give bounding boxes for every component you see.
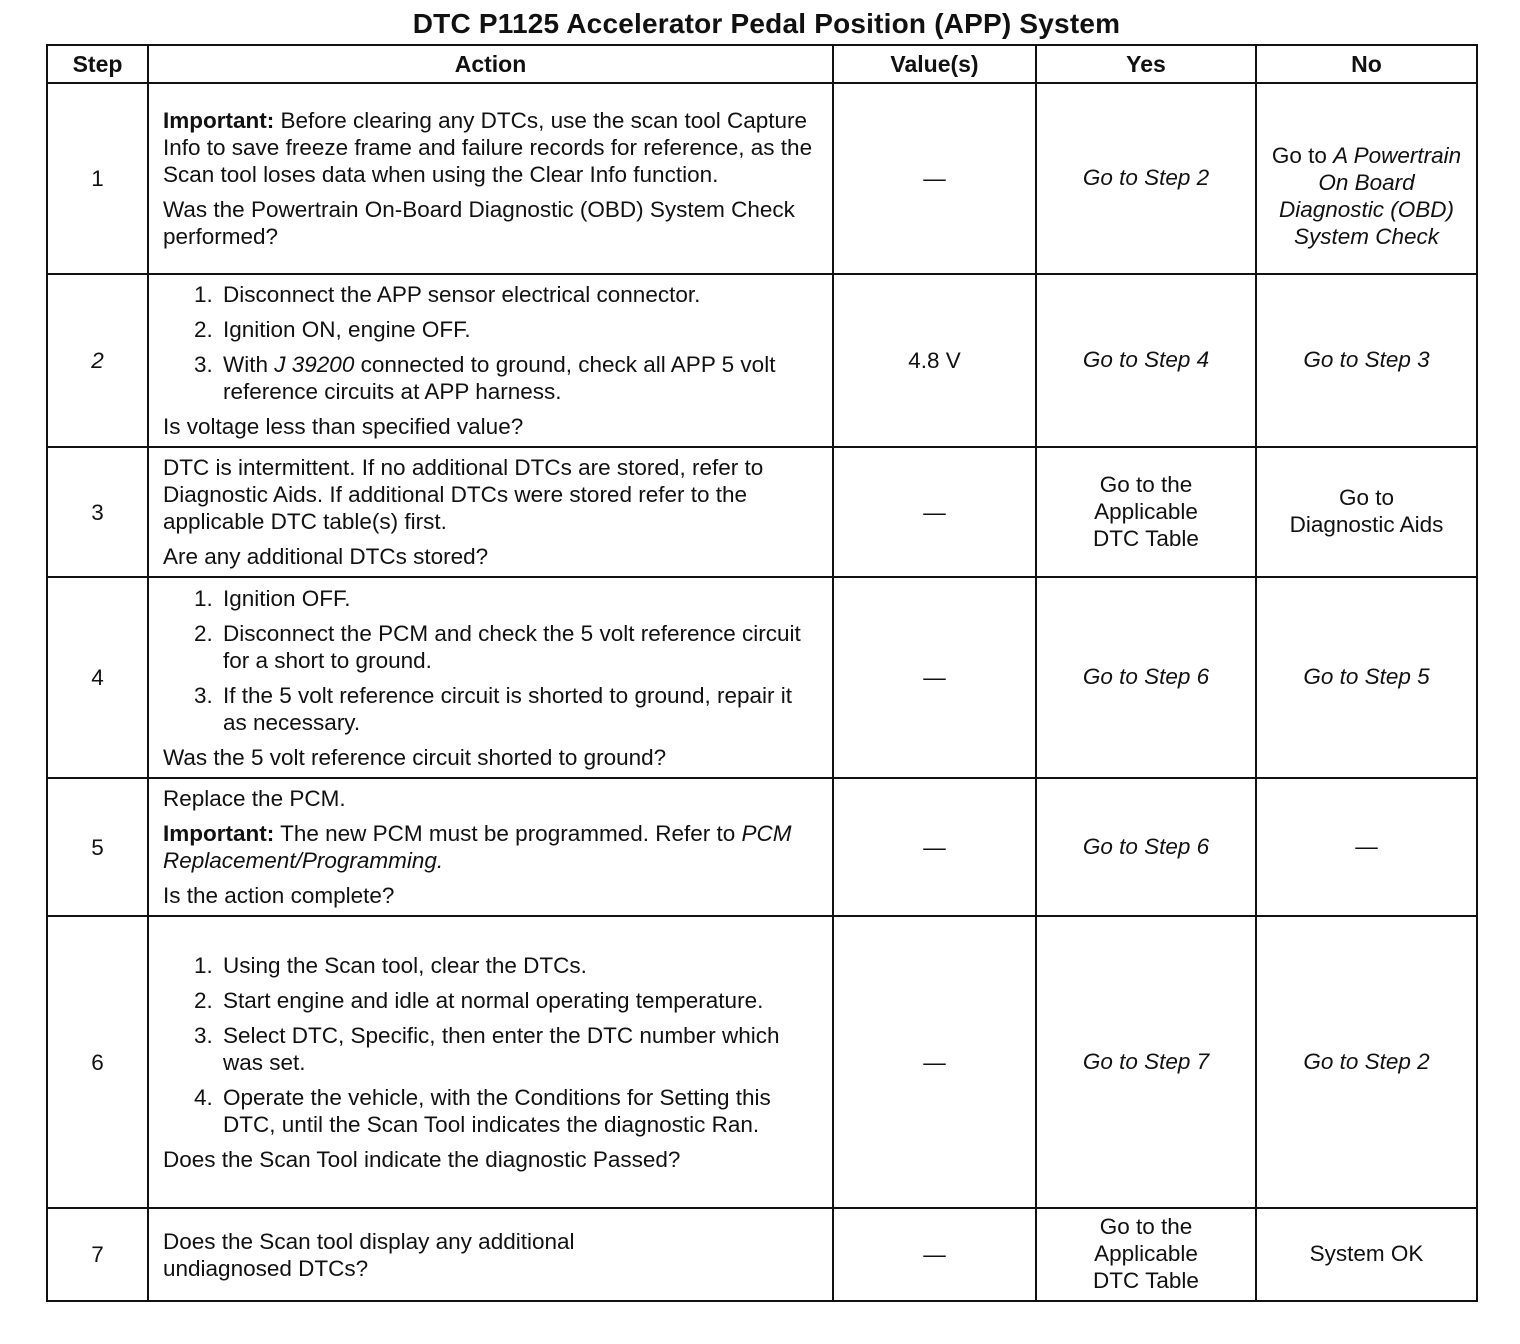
important-text: Before clearing any DTCs, use the scan tool Capture Info to save freeze frame and failure records for reference, as the Scan tool loses data when using the Clear Info function. <box>163 108 813 187</box>
no-italic: A Powertrain On Board Diagnostic (OBD) System Check <box>1278 142 1462 249</box>
value-cell: — <box>833 1208 1036 1301</box>
step-number: 5 <box>47 778 148 916</box>
important-text: The new PCM must be programmed. Refer to <box>274 821 742 846</box>
header-values: Value(s) <box>833 45 1036 83</box>
header-step: Step <box>47 45 148 83</box>
table-row <box>47 577 1477 778</box>
action-steps <box>163 952 822 1138</box>
dtc-table <box>46 44 1478 1302</box>
action-question: Does the Scan tool display any additional undiagnosed DTCs? <box>163 1228 575 1281</box>
no-link[interactable]: Go to Step 2 <box>1256 916 1477 1208</box>
yes-link[interactable]: Go to Step 6 <box>1036 577 1256 778</box>
action-question: Does the Scan Tool indicate the diagnostic Passed? <box>163 1146 681 1172</box>
table-row <box>47 274 1477 447</box>
procedure-reference: PCM Replacement/Programming. <box>163 821 792 873</box>
action-cell <box>148 778 833 916</box>
value-cell: — <box>833 447 1036 577</box>
yes-link[interactable]: Go to the Applicable DTC Table <box>1036 447 1256 577</box>
important-label: Important: <box>163 108 275 133</box>
table-header-row <box>47 45 1477 83</box>
list-item: 1. Using the Scan tool, clear the DTCs. <box>219 952 822 979</box>
item-text: With <box>223 352 275 377</box>
action-question: Was the 5 volt reference circuit shorted to ground? <box>163 744 667 770</box>
table-row <box>47 1208 1477 1301</box>
action-steps <box>163 281 822 405</box>
action-cell <box>148 447 833 577</box>
action-question: Was the Powertrain On-Board Diagnostic (OBD) System Check performed? <box>163 197 795 249</box>
no-result: System OK <box>1256 1208 1477 1301</box>
no-link[interactable]: Go to Step 5 <box>1256 577 1477 778</box>
yes-link[interactable]: Go to Step 6 <box>1036 778 1256 916</box>
header-yes: Yes <box>1036 45 1256 83</box>
header-action: Action <box>148 45 833 83</box>
no-link[interactable]: Go to Diagnostic Aids <box>1256 447 1477 577</box>
no-link[interactable] <box>1256 83 1477 274</box>
yes-link[interactable]: Go to Step 4 <box>1036 274 1256 447</box>
action-question: Is voltage less than specified value? <box>163 414 524 439</box>
no-prefix: Go to <box>1271 142 1334 168</box>
value-cell: 4.8 V <box>833 274 1036 447</box>
value-cell: — <box>833 916 1036 1208</box>
header-no: No <box>1256 45 1477 83</box>
action-cell <box>148 1208 833 1301</box>
list-item: 1. Ignition OFF. <box>219 585 822 612</box>
list-item: 2. Start engine and idle at normal operating temperature. <box>219 987 822 1014</box>
action-text: Replace the PCM. <box>163 786 346 811</box>
table-row <box>47 916 1477 1208</box>
step-number: 6 <box>47 916 148 1208</box>
step-number: 4 <box>47 577 148 778</box>
action-steps <box>163 585 822 736</box>
value-cell: — <box>833 778 1036 916</box>
no-cell: — <box>1256 778 1477 916</box>
step-number: 1 <box>47 83 148 274</box>
list-item: 2. Ignition ON, engine OFF. <box>219 316 822 343</box>
action-cell <box>148 916 833 1208</box>
action-cell <box>148 274 833 447</box>
table-row <box>47 447 1477 577</box>
table-row <box>47 83 1477 274</box>
step-number: 3 <box>47 447 148 577</box>
tool-reference: J 39200 <box>274 352 355 377</box>
list-item <box>219 351 822 405</box>
yes-link[interactable]: Go to the Applicable DTC Table <box>1036 1208 1256 1301</box>
step-number: 2 <box>47 274 148 447</box>
important-note <box>163 107 822 188</box>
value-cell: — <box>833 577 1036 778</box>
list-item: 3. Select DTC, Specific, then enter the DTC number which was set. <box>219 1022 822 1076</box>
action-cell <box>148 83 833 274</box>
item-text: connected to ground, check all APP 5 volt reference circuits at APP harness. <box>223 352 776 404</box>
action-question: Are any additional DTCs stored? <box>163 544 489 569</box>
yes-link[interactable]: Go to Step 2 <box>1036 83 1256 274</box>
important-label: Important: <box>163 821 275 846</box>
action-question: Is the action complete? <box>163 883 395 908</box>
yes-link[interactable]: Go to Step 7 <box>1036 916 1256 1208</box>
value-cell: — <box>833 83 1036 274</box>
list-item: 4. Operate the vehicle, with the Conditions for Setting this DTC, until the Scan Tool indicates the diagnostic Ran. <box>219 1084 822 1138</box>
page-title: DTC P1125 Accelerator Pedal Position (APP) System <box>412 8 1121 39</box>
list-item: 3. If the 5 volt reference circuit is shorted to ground, repair it as necessary. <box>219 682 822 736</box>
action-cell <box>148 577 833 778</box>
important-note <box>163 820 822 874</box>
no-link[interactable]: Go to Step 3 <box>1256 274 1477 447</box>
list-item: 2. Disconnect the PCM and check the 5 volt reference circuit for a short to ground. <box>219 620 822 674</box>
table-row <box>47 778 1477 916</box>
step-number: 7 <box>47 1208 148 1301</box>
list-item: 1. Disconnect the APP sensor electrical connector. <box>219 281 822 308</box>
action-text: DTC is intermittent. If no additional DTCs are stored, refer to Diagnostic Aids. If additional DTCs were stored refer to the applicable DTC table(s) first. <box>163 455 764 534</box>
